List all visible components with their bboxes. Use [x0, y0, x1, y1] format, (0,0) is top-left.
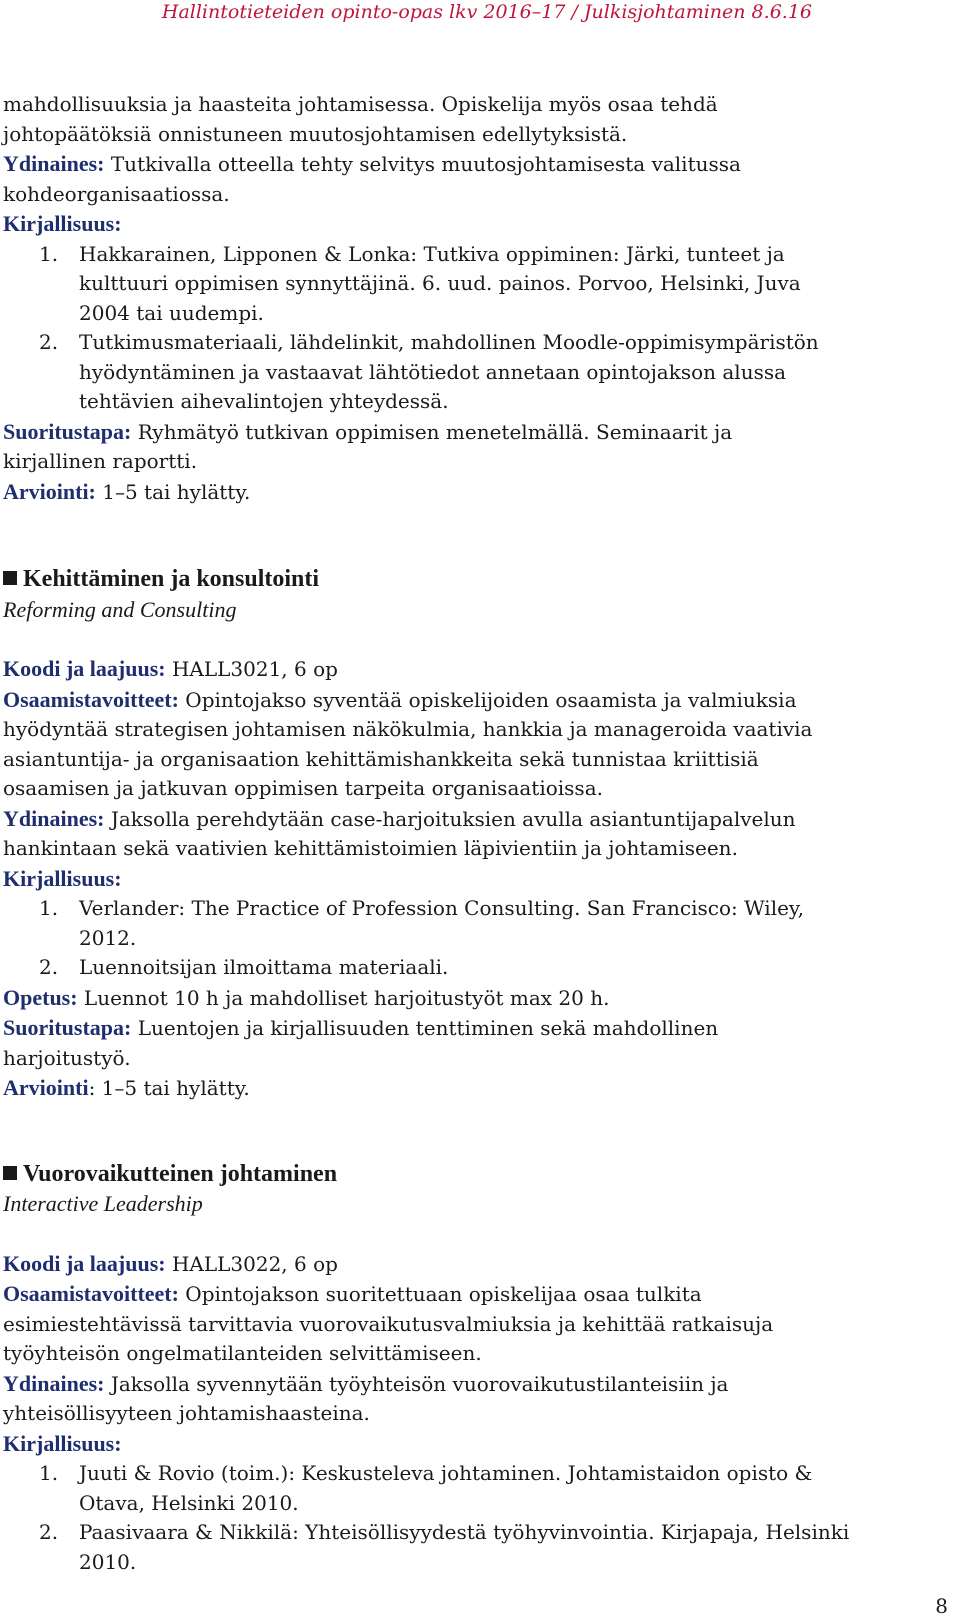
- course-outcomes-cont: työyhteisön ongelmatilanteiden selvittämiseen.: [3, 1341, 482, 1365]
- course-outcomes-cont: hyödyntää strategisen johtamisen näkökulmia, hankkia ja manageroida vaativia: [3, 717, 813, 741]
- course-literature-list: [3, 894, 953, 983]
- prev-arviointi: [3, 477, 953, 508]
- course-ydinaines: [3, 1369, 953, 1400]
- prev-kirjallisuus-heading: [3, 209, 953, 240]
- list-number: 2.: [39, 955, 59, 979]
- suoritustapa-label: Suoritustapa:: [3, 418, 132, 444]
- list-line: Otava, Helsinki 2010.: [79, 1490, 299, 1515]
- page-content: [3, 90, 953, 1577]
- page-number: 8: [935, 1594, 948, 1618]
- course-section-hall3022: [3, 1160, 953, 1578]
- list-item: [3, 953, 953, 983]
- koodi-text: HALL3021, 6 op: [165, 657, 338, 681]
- square-bullet-icon: [3, 1166, 17, 1180]
- list-line: tehtävien aihevalintojen yhteydessä.: [79, 389, 449, 413]
- osaamistavoitteet-label: Osaamistavoitteet:: [3, 686, 179, 712]
- course-suoritustapa-cont: harjoitustyö.: [3, 1045, 131, 1070]
- suoritustapa-label: Suoritustapa:: [3, 1015, 132, 1040]
- course-english-title: Reforming and Consulting: [3, 596, 237, 622]
- course-outcomes-cont: esimiestehtävissä tarvittavia vuorovaikutusvalmiuksia ja kehittää ratkaisuja: [3, 1311, 774, 1336]
- course-kirjallisuus-heading: [3, 1429, 953, 1460]
- list-item: [3, 1459, 953, 1518]
- koodi-label: Koodi ja laajuus:: [3, 656, 166, 681]
- osaamistavoitteet-label: Osaamistavoitteet:: [3, 1281, 179, 1306]
- course-section-hall3021: [3, 565, 953, 1104]
- course-suoritustapa: [3, 1013, 953, 1044]
- course-outcomes: [3, 1279, 953, 1310]
- list-line: Tutkimusmateriaali, lähdelinkit, mahdollinen Moodle-oppimisympäristön: [79, 330, 819, 354]
- course-title-text: Kehittäminen ja konsultointi: [23, 566, 320, 592]
- prev-suoritustapa: [3, 417, 953, 448]
- opetus-label: Opetus:: [3, 984, 78, 1010]
- arviointi-label: Arviointi: [3, 1075, 89, 1100]
- list-item: [3, 240, 953, 329]
- koodi-text: HALL3022, 6 op: [165, 1251, 338, 1276]
- list-line: 2010.: [79, 1549, 137, 1574]
- list-number: 1.: [39, 896, 59, 920]
- list-item: [3, 328, 953, 417]
- course-kirjallisuus-heading: [3, 864, 953, 895]
- list-number: 2.: [39, 330, 59, 354]
- course-ydinaines: [3, 804, 953, 835]
- arviointi-text: 1–5 tai hylätty.: [95, 479, 251, 504]
- list-line: Hakkarainen, Lipponen & Lonka: Tutkiva oppiminen: Järki, tunteet ja: [79, 241, 785, 266]
- prev-suoritustapa-cont: kirjallinen raportti.: [3, 449, 198, 473]
- list-line: Juuti & Rovio (toim.): Keskusteleva johtaminen. Johtamistaidon opisto &: [79, 1461, 813, 1485]
- course-english-title: Interactive Leadership: [3, 1191, 203, 1216]
- square-bullet-icon: [3, 571, 17, 585]
- ydinaines-label: Ydinaines:: [3, 151, 105, 176]
- list-line: Luennoitsijan ilmoittama materiaali.: [79, 955, 449, 979]
- list-number: 2.: [39, 1520, 59, 1544]
- running-header: Hallintotieteiden opinto-opas lkv 2016–17 / Julkisjohtaminen 8.6.16: [161, 1, 812, 23]
- ydinaines-text: Jaksolla syvennytään työyhteisön vuorovaikutustilanteisiin ja: [104, 1371, 729, 1396]
- course-outcomes-cont: osaamisen ja jatkuvan oppimisen tarpeita organisaatioissa.: [3, 776, 603, 800]
- course-code: [3, 1249, 953, 1280]
- list-line: 2004 tai uudempi.: [79, 300, 264, 325]
- list-number: 1.: [39, 1461, 59, 1485]
- course-arviointi: [3, 1073, 953, 1104]
- list-item: [3, 894, 953, 953]
- opetus-text: Luennot 10 h ja mahdolliset harjoitustyöt max 20 h.: [77, 985, 610, 1010]
- list-line: kulttuuri oppimisen synnyttäjinä. 6. uud. painos. Porvoo, Helsinki, Juva: [79, 271, 801, 295]
- course-literature-list: [3, 1459, 953, 1577]
- osaamistavoitteet-text: Opintojakson suoritettuaan opiskelijaa osaa tulkita: [178, 1282, 702, 1306]
- prev-literature-list: [3, 240, 953, 417]
- course-title-text: Vuorovaikutteinen johtaminen: [23, 1160, 338, 1187]
- list-number: 1.: [39, 241, 59, 266]
- osaamistavoitteet-text: Opintojakso syventää opiskelijoiden osaamista ja valmiuksia: [178, 687, 797, 712]
- list-item: [3, 1518, 953, 1577]
- list-line: hyödyntäminen ja vastaavat lähtötiedot annetaan opintojakson alussa: [79, 359, 787, 384]
- course-outcomes: [3, 685, 953, 716]
- prev-ydinaines: [3, 149, 953, 180]
- list-line: 2012.: [79, 925, 137, 950]
- list-line: Paasivaara & Nikkilä: Yhteisöllisyydestä työhyvinvointia. Kirjapaja, Helsinki: [79, 1520, 850, 1544]
- prev-ydinaines-cont: kohdeorganisaatiossa.: [3, 181, 230, 206]
- course-title: [3, 1160, 953, 1190]
- course-title: [3, 565, 953, 595]
- course-ydinaines-cont: yhteisöllisyyteen johtamishaasteina.: [3, 1401, 370, 1425]
- ydinaines-text: Tutkivalla otteella tehty selvitys muutosjohtamisesta valitussa: [104, 152, 741, 176]
- prev-outcomes-line-2: johtopäätöksiä onnistuneen muutosjohtamisen edellytyksistä.: [3, 121, 628, 146]
- suoritustapa-text: Ryhmätyö tutkivan oppimisen menetelmällä. Seminaarit ja: [131, 419, 733, 444]
- prev-outcomes-line-1: mahdollisuuksia ja haasteita johtamisessa. Opiskelija myös osaa tehdä: [3, 92, 718, 116]
- ydinaines-text: Jaksolla perehdytään case-harjoituksien avulla asiantuntijapalvelun: [104, 806, 796, 831]
- kirjallisuus-label: Kirjallisuus:: [3, 865, 122, 891]
- arviointi-label: Arviointi:: [3, 478, 96, 504]
- course-opetus: [3, 983, 953, 1014]
- prev-course-section: [3, 90, 953, 507]
- kirjallisuus-label: Kirjallisuus:: [3, 211, 122, 236]
- course-outcomes-cont: asiantuntija- ja organisaation kehittämishankkeita sekä tunnistaa kriittisiä: [3, 746, 759, 771]
- kirjallisuus-label: Kirjallisuus:: [3, 1430, 122, 1456]
- koodi-label: Koodi ja laajuus:: [3, 1250, 166, 1276]
- list-line: Verlander: The Practice of Profession Consulting. San Francisco: Wiley,: [79, 896, 804, 920]
- ydinaines-label: Ydinaines:: [3, 805, 105, 831]
- arviointi-text: : 1–5 tai hylätty.: [88, 1076, 250, 1100]
- course-ydinaines-cont: hankintaan sekä vaativien kehittämistoimien läpivientiin ja johtamiseen.: [3, 836, 738, 860]
- ydinaines-label: Ydinaines:: [3, 1370, 105, 1396]
- course-code: [3, 654, 953, 685]
- suoritustapa-text: Luentojen ja kirjallisuuden tenttiminen sekä mahdollinen: [131, 1016, 719, 1040]
